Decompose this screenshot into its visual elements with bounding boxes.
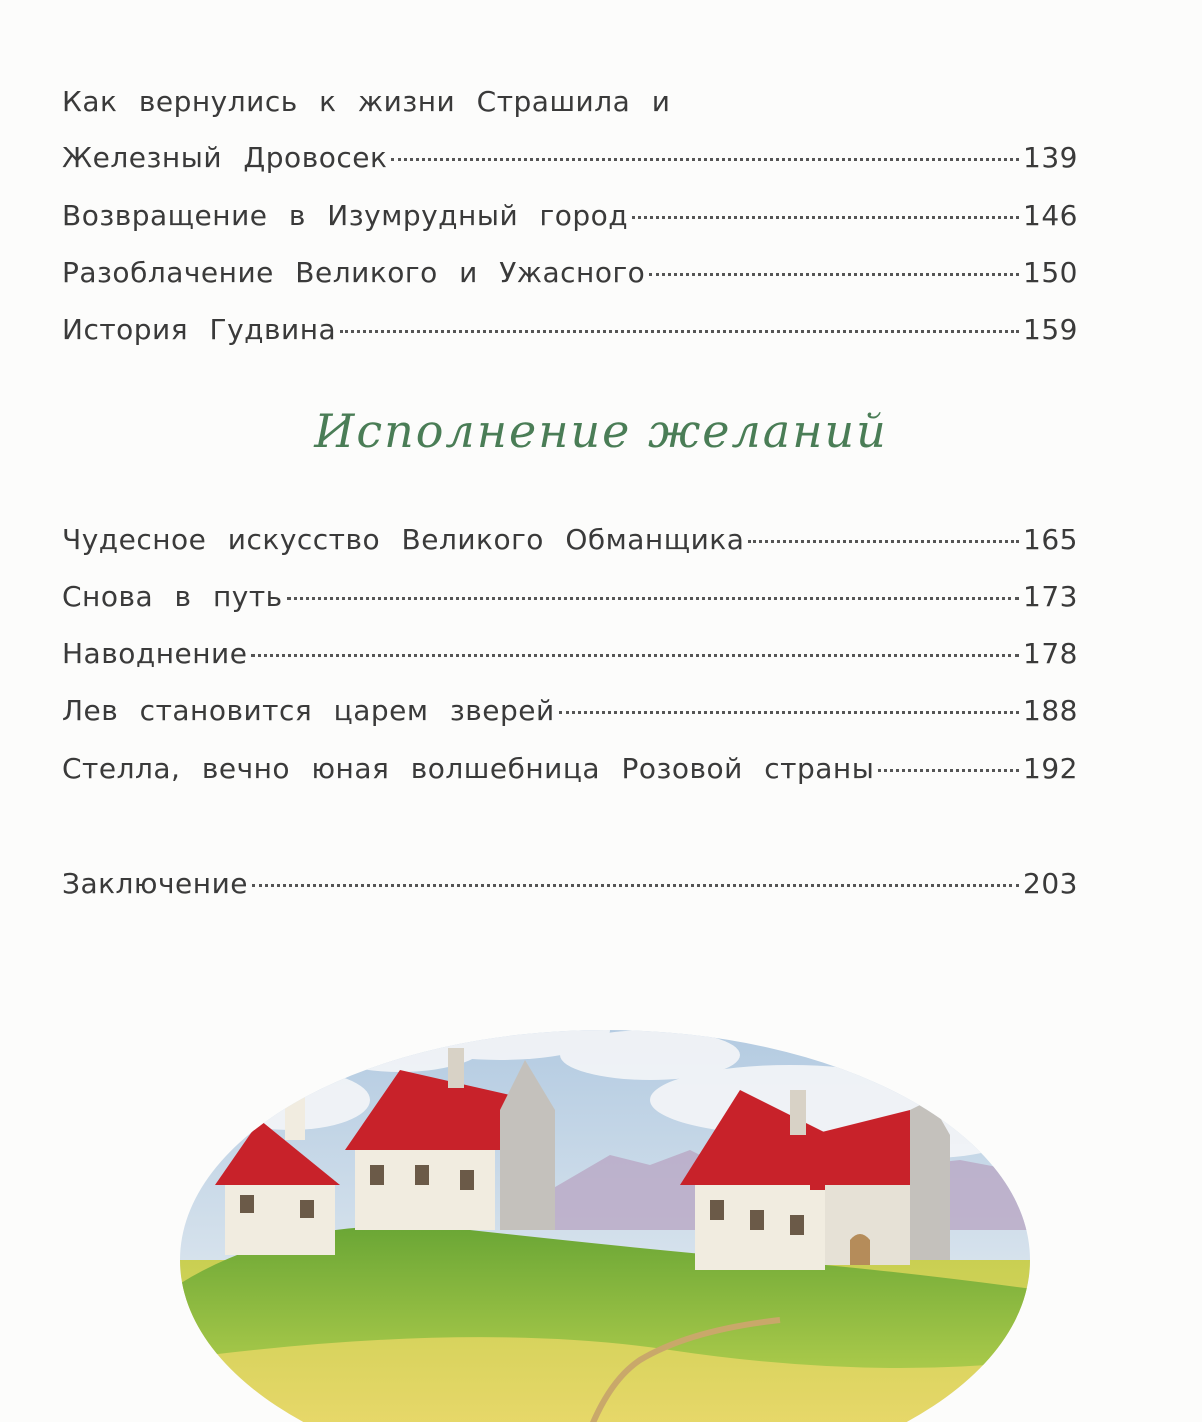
- dot-leader: [878, 769, 1019, 772]
- toc-entry[interactable]: [62, 634, 1078, 674]
- illustration-scene: [170, 960, 1040, 1422]
- toc-entry[interactable]: [62, 310, 1078, 350]
- toc-entry[interactable]: [62, 253, 1078, 293]
- dot-leader: [251, 654, 1019, 657]
- dot-leader: [340, 330, 1019, 333]
- toc-entry-title: Лев становится царем зверей: [62, 694, 555, 727]
- toc-entry-title: Стелла, вечно юная волшебница Розовой страны: [62, 752, 875, 785]
- toc-entry[interactable]: [62, 691, 1078, 731]
- toc-entry-title: Железный Дровосек: [62, 141, 388, 174]
- village-illustration: [170, 960, 1040, 1422]
- toc-entry-title: Заключение: [62, 867, 248, 900]
- toc-entry[interactable]: [62, 577, 1078, 617]
- dot-leader: [252, 884, 1019, 887]
- toc-page-number: 192: [1023, 752, 1078, 785]
- dot-leader: [391, 158, 1019, 161]
- section-heading: Исполнение желаний: [314, 404, 888, 458]
- toc-entry-title: Чудесное искусство Великого Обманщика: [62, 523, 745, 556]
- toc-page-number: 139: [1023, 141, 1078, 174]
- toc-entry-title: Возвращение в Изумрудный город: [62, 199, 629, 232]
- toc-page-number: 178: [1023, 637, 1078, 670]
- toc-page-number: 188: [1023, 694, 1078, 727]
- dot-leader: [559, 711, 1019, 714]
- toc-page-number: 159: [1023, 313, 1078, 346]
- dot-leader: [632, 216, 1019, 219]
- toc-page-number: 203: [1023, 867, 1078, 900]
- toc-entry[interactable]: [62, 520, 1078, 560]
- toc-page-number: 146: [1023, 199, 1078, 232]
- dot-leader: [287, 597, 1019, 600]
- toc-page-number: 150: [1023, 256, 1078, 289]
- toc-entry[interactable]: [62, 196, 1078, 236]
- toc-entry-title: Снова в путь: [62, 580, 283, 613]
- toc-entry-title: Наводнение: [62, 637, 248, 670]
- toc-page-number: 173: [1023, 580, 1078, 613]
- toc-entry-title-line: Как вернулись к жизни Страшила и: [62, 85, 671, 118]
- toc-entry-title: Разоблачение Великого и Ужасного: [62, 256, 646, 289]
- toc-entry[interactable]: [62, 138, 1078, 178]
- toc-page-number: 165: [1023, 523, 1078, 556]
- toc-entry[interactable]: [62, 749, 1078, 789]
- dot-leader: [748, 540, 1019, 543]
- toc-entry-title: История Гудвина: [62, 313, 337, 346]
- dot-leader: [649, 273, 1019, 276]
- toc-entry[interactable]: [62, 864, 1078, 904]
